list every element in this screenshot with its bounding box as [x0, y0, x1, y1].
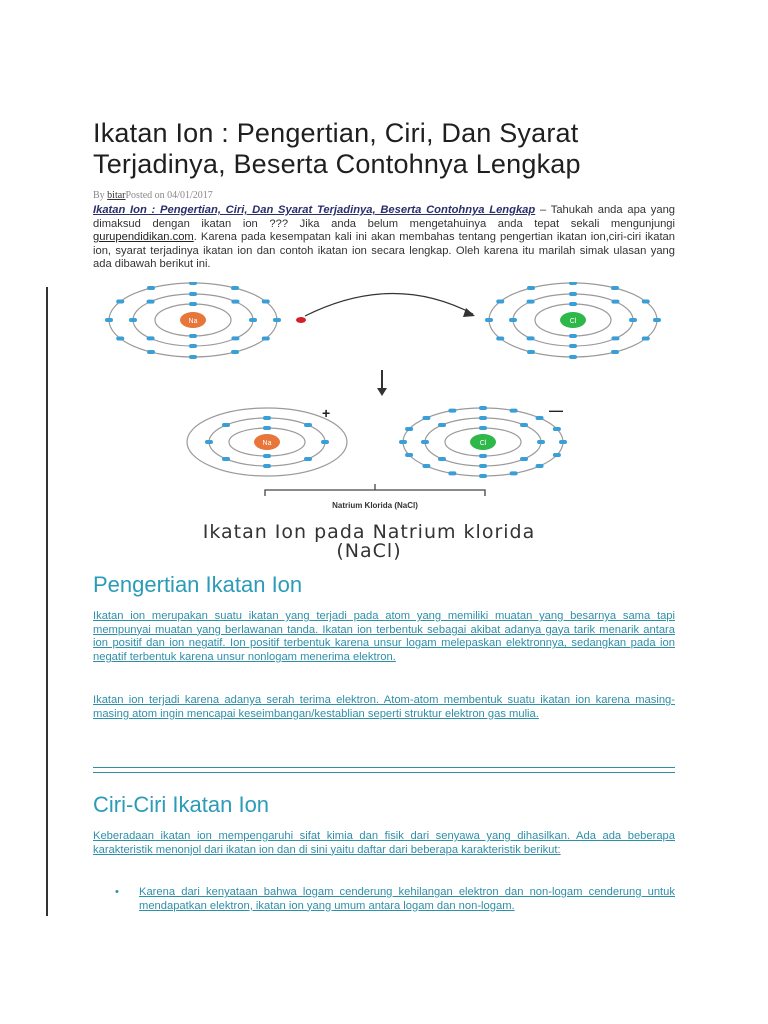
chloride-ion-electron — [479, 426, 487, 430]
bracket-label: Natrium Klorida (NaCl) — [332, 501, 418, 510]
sodium-atom-electron — [147, 336, 155, 340]
sodium-atom-electron — [231, 286, 239, 290]
chloride-ion-electron — [553, 453, 561, 457]
sodium-ion-electron — [304, 457, 312, 461]
horizontal-rule — [93, 772, 675, 773]
nacl-ionic-bond-figure — [93, 282, 675, 562]
sodium-ion-electron — [222, 457, 230, 461]
chloride-ion-electron — [438, 457, 446, 461]
down-arrow-head — [377, 388, 387, 396]
sodium-ion-electron — [263, 416, 271, 420]
chloride-ion-label: Cl — [479, 440, 487, 447]
chloride-ion-electron — [536, 464, 544, 468]
figure-caption-line-2: (NaCl) — [336, 540, 402, 562]
chlorine-atom-electron — [569, 344, 577, 348]
chloride-ion-electron — [438, 423, 446, 427]
sodium-atom-electron — [231, 336, 239, 340]
chlorine-atom-electron — [569, 302, 577, 306]
sodium-atom-electron — [231, 350, 239, 354]
intro-lead-link[interactable]: Ikatan Ion : Pengertian, Ciri, Dan Syarat Terjadinya, Beserta Contohnya Lengkap — [93, 204, 536, 216]
bullet-list — [93, 886, 675, 913]
section-paragraph[interactable]: Ikatan ion merupakan suatu ikatan yang terjadi pada atom yang memiliki muatan yang besarnya sama tapi mempunyai muatan yang berlawanan tanda. Ikatan ion terbentuk sebagai akibat adanya gaya tarik menarik antara ion positif dan ion negatif. Ion positif terbentuk karena unsur logam melepaskan elektronnya, sedangkan pada ion negatif terbentuk karena unsur nonlogam menerima elektron. — [93, 610, 675, 663]
bracket-line — [265, 484, 485, 496]
chloride-ion-electron — [421, 440, 429, 444]
sodium-atom-label: Na — [188, 318, 198, 325]
sodium-atom-electron — [231, 300, 239, 304]
chlorine-atom-electron — [642, 337, 650, 341]
sodium-atom-electron — [249, 318, 257, 322]
chloride-ion-electron — [479, 406, 487, 410]
chlorine-atom-electron — [611, 300, 619, 304]
section-paragraph[interactable]: Keberadaan ikatan ion mempengaruhi sifat kimia dan fisik dari senyawa yang dihasilkan. Ada ada beberapa karakteristik menonjol dari ikatan ion dan di sini yaitu daftar dari beberapa karakteristik berikut: — [93, 830, 675, 856]
chlorine-atom-electron — [527, 286, 535, 290]
sodium-ion-label: Na — [262, 440, 272, 447]
chlorine-atom-electron — [485, 318, 493, 322]
chloride-ion-electron — [520, 457, 528, 461]
chlorine-atom-electron — [527, 336, 535, 340]
chloride-ion-electron — [405, 427, 413, 431]
chlorine-atom-electron — [527, 350, 535, 354]
sodium-ion-electron — [205, 440, 213, 444]
sodium-atom-electron — [189, 334, 197, 338]
sodium-atom-electron — [189, 282, 197, 285]
horizontal-rule — [93, 767, 675, 768]
chlorine-atom-electron — [611, 336, 619, 340]
meta-by: By — [93, 190, 108, 201]
author-link[interactable]: bitar — [107, 190, 126, 201]
chloride-ion-electron — [553, 427, 561, 431]
intro-text-1: – Tahukah anda apa yang dimaksud dengan ikatan ion ??? Jika anda belum mengetahuinya anda tepat sekali mengunjungi — [93, 204, 676, 230]
chloride-ion-electron — [510, 471, 518, 475]
post-meta — [93, 190, 213, 201]
article-title: Ikatan Ion : Pengertian, Ciri, Dan Syarat Terjadinya, Beserta Contohnya Lengkap — [93, 118, 581, 179]
section-heading-pengertian: Pengertian Ikatan Ion — [93, 572, 303, 597]
positive-charge: + — [322, 405, 331, 421]
chlorine-atom-electron — [569, 334, 577, 338]
sodium-ion-electron — [263, 464, 271, 468]
meta-posted-date: Posted on 04/01/2017 — [125, 190, 213, 201]
section-paragraph[interactable]: Ikatan ion terjadi karena adanya serah terima elektron. Atom-atom membentuk suatu ikatan ion karena masing-masing atom ingin mencapai keseimbangan/kestablian seperti struktur elektron gas mulia. — [93, 694, 675, 720]
chloride-ion-electron — [510, 409, 518, 413]
chloride-ion-electron — [559, 440, 567, 444]
sodium-atom-electron — [273, 318, 281, 322]
list-item[interactable] — [93, 886, 675, 913]
chlorine-atom-electron — [496, 337, 504, 341]
sodium-ion-electron — [263, 426, 271, 430]
left-margin-line — [46, 287, 48, 916]
chloride-ion-electron — [536, 416, 544, 420]
chloride-ion-electron — [479, 416, 487, 420]
chlorine-atom-electron — [611, 350, 619, 354]
intro-paragraph — [93, 204, 675, 272]
sodium-atom-electron — [147, 300, 155, 304]
sodium-ion-electron — [321, 440, 329, 444]
chlorine-atom-electron — [527, 300, 535, 304]
sodium-ion-electron — [222, 423, 230, 427]
sodium-atom-electron — [116, 337, 124, 341]
chloride-ion-electron — [479, 464, 487, 468]
sodium-ion-electron — [263, 454, 271, 458]
chloride-ion-electron — [479, 474, 487, 478]
chloride-ion-electron — [399, 440, 407, 444]
site-link[interactable]: gurupendidikan.com — [93, 231, 194, 244]
chloride-ion-electron — [448, 409, 456, 413]
chlorine-atom-electron — [642, 300, 650, 304]
sodium-atom-electron — [147, 286, 155, 290]
negative-charge: — — [549, 402, 563, 418]
chloride-ion-electron — [479, 454, 487, 458]
sodium-atom-electron — [147, 350, 155, 354]
sodium-ion-electron — [304, 423, 312, 427]
chlorine-atom-electron — [569, 282, 577, 285]
chlorine-atom-label: Cl — [569, 318, 577, 325]
chloride-ion-electron — [422, 464, 430, 468]
sodium-atom-electron — [116, 300, 124, 304]
sodium-atom-electron — [262, 337, 270, 341]
chlorine-atom-electron — [496, 300, 504, 304]
chlorine-atom-electron — [629, 318, 637, 322]
chlorine-atom-electron — [509, 318, 517, 322]
sodium-atom-electron — [189, 292, 197, 296]
transferring-electron — [296, 317, 306, 323]
chlorine-atom-electron — [569, 355, 577, 359]
sodium-atom-electron — [262, 300, 270, 304]
list-item-text: Karena dari kenyataan bahwa logam cenderung kehilangan elektron dan non-logam cenderung untuk mendapatkan elektron, ikatan ion yang umum antara logam dan non-logam. — [139, 886, 675, 912]
bullet-dot-icon: • — [115, 886, 119, 898]
chlorine-atom-electron — [569, 292, 577, 296]
intro-text-2: . Karena pada kesempatan kali ini akan membahas tentang pengertian ikatan ion,ciri-ciri ikatan ion, syarat terjadinya ikatan ion dan contoh ikatan ion secara lengkap. Oleh karena itu marilah simak ulasan yang ada dibawah berikut ini. — [93, 231, 675, 271]
chloride-ion-electron — [448, 471, 456, 475]
sodium-atom-electron — [129, 318, 137, 322]
figure-caption-line-1: Ikatan Ion pada Natrium klorida — [202, 521, 536, 543]
chloride-ion-electron — [520, 423, 528, 427]
chlorine-atom-electron — [653, 318, 661, 322]
transfer-arrow — [305, 293, 473, 316]
chloride-ion-electron — [422, 416, 430, 420]
chlorine-atom-electron — [611, 286, 619, 290]
section-heading-ciri-ciri: Ciri-Ciri Ikatan Ion — [93, 792, 270, 817]
sodium-atom-electron — [189, 355, 197, 359]
sodium-atom-electron — [105, 318, 113, 322]
chloride-ion-electron — [405, 453, 413, 457]
sodium-atom-electron — [189, 344, 197, 348]
sodium-atom-electron — [189, 302, 197, 306]
chloride-ion-electron — [537, 440, 545, 444]
